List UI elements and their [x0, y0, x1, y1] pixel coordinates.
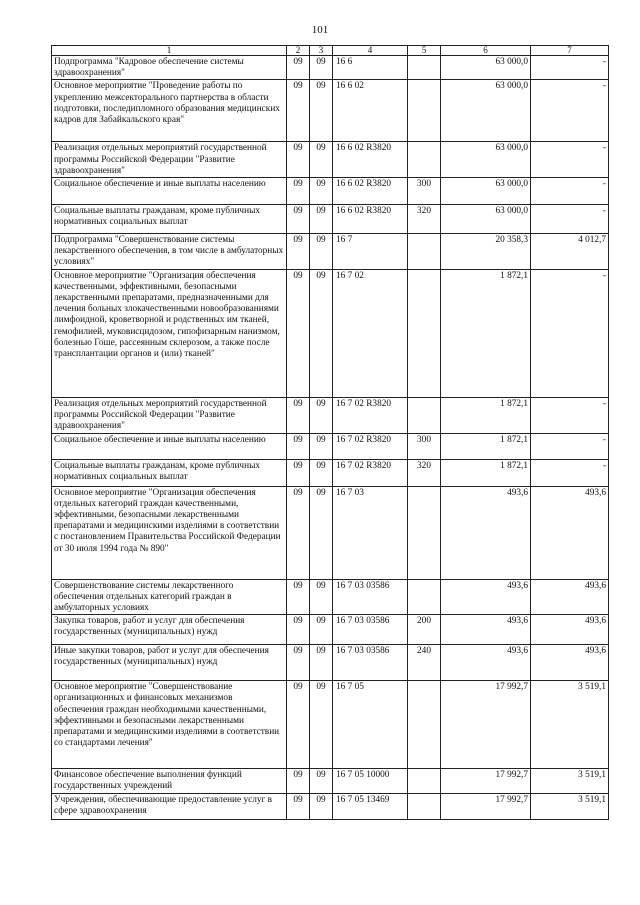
row-amount-total: 493,6 [441, 486, 531, 579]
table-row [52, 645, 609, 681]
row-target-code: 16 7 02 [333, 269, 408, 397]
row-name: Подпрограмма "Кадровое обеспечение системы здравоохранения" [52, 56, 287, 80]
budget-table [51, 45, 609, 820]
row-section: 09 [287, 793, 310, 819]
row-amount-federal: 493,6 [531, 579, 609, 615]
row-expense-type [408, 269, 441, 397]
row-name: Социальные выплаты гражданам, кроме публичных нормативных социальных выплат [52, 205, 287, 234]
row-target-code: 16 7 02 R3820 [333, 397, 408, 433]
row-section: 09 [287, 234, 310, 270]
row-name: Закупка товаров, работ и услуг для обеспечения государственных (муниципальных) нужд [52, 615, 287, 645]
row-amount-federal: 4 012,7 [531, 234, 609, 270]
row-name: Реализация отдельных мероприятий государственной программы Российской Федерации "Развитие здравоохранения" [52, 142, 287, 178]
row-subsection: 09 [310, 579, 333, 615]
row-name: Основное мероприятие "Совершенствование организационных и финансовых механизмов обеспечения граждан необходимыми качественными, эффективными и безопасными лекарственными препаратами и медицинскими изделиями в соответствии со стандартами лечения" [52, 681, 287, 769]
row-amount-federal: 493,6 [531, 645, 609, 681]
row-amount-total: 1 872,1 [441, 397, 531, 433]
table-row [52, 793, 609, 819]
header-cell: 7 [531, 46, 609, 56]
row-amount-total: 20 358,3 [441, 234, 531, 270]
table-row [52, 178, 609, 205]
row-subsection: 09 [310, 234, 333, 270]
row-section: 09 [287, 486, 310, 579]
row-amount-total: 63 000,0 [441, 80, 531, 142]
row-name: Основное мероприятие "Организация обеспечения отдельных категорий граждан качественными, эффективными, безопасными лекарственными препаратами и медицинскими изделиями в соответствии с постановлением Правительства Российской Федерации от 30 июля 1994 года № 890" [52, 486, 287, 579]
table-row [52, 56, 609, 80]
row-name: Основное мероприятие "Организация обеспечения качественными, эффективными, безопасными лекарственными препаратами, предназначенными для лечения больных злокачественными новообразованиями лимфоидной, кроветворной и родственных им тканей, гемофилией, муковисцидозом, гипофизарным нанизмом, болезнью Гоше, рассеянным склерозом, а также после трансплантации органов и (или) тканей" [52, 269, 287, 397]
row-section: 09 [287, 459, 310, 486]
row-expense-type [408, 56, 441, 80]
row-target-code: 16 7 05 [333, 681, 408, 769]
row-section: 09 [287, 615, 310, 645]
row-section: 09 [287, 645, 310, 681]
row-subsection: 09 [310, 269, 333, 397]
row-expense-type [408, 769, 441, 793]
row-target-code: 16 7 05 13469 [333, 793, 408, 819]
row-section: 09 [287, 681, 310, 769]
row-section: 09 [287, 178, 310, 205]
row-amount-total: 17 992,7 [441, 793, 531, 819]
row-section: 09 [287, 269, 310, 397]
row-name: Социальное обеспечение и иные выплаты населению [52, 433, 287, 459]
row-expense-type: 320 [408, 459, 441, 486]
row-section: 09 [287, 80, 310, 142]
row-target-code: 16 7 02 R3820 [333, 459, 408, 486]
row-expense-type [408, 486, 441, 579]
row-expense-type [408, 681, 441, 769]
row-expense-type [408, 579, 441, 615]
row-target-code: 16 6 02 R3820 [333, 142, 408, 178]
row-amount-federal: - [531, 269, 609, 397]
row-amount-total: 1 872,1 [441, 269, 531, 397]
row-expense-type: 200 [408, 615, 441, 645]
row-amount-federal: 3 519,1 [531, 681, 609, 769]
row-amount-total: 493,6 [441, 615, 531, 645]
row-amount-federal: - [531, 459, 609, 486]
row-subsection: 09 [310, 56, 333, 80]
row-amount-federal: - [531, 397, 609, 433]
row-amount-federal: - [531, 433, 609, 459]
row-name: Учреждения, обеспечивающие предоставление услуг в сфере здравоохранения [52, 793, 287, 819]
row-amount-federal: 493,6 [531, 615, 609, 645]
row-expense-type [408, 397, 441, 433]
table-row [52, 486, 609, 579]
row-amount-total: 493,6 [441, 645, 531, 681]
row-subsection: 09 [310, 142, 333, 178]
row-expense-type [408, 793, 441, 819]
row-target-code: 16 7 02 R3820 [333, 433, 408, 459]
table-row [52, 142, 609, 178]
row-target-code: 16 7 03 [333, 486, 408, 579]
row-amount-federal: - [531, 178, 609, 205]
row-amount-total: 1 872,1 [441, 433, 531, 459]
header-cell: 6 [441, 46, 531, 56]
row-amount-total: 63 000,0 [441, 178, 531, 205]
header-cell: 5 [408, 46, 441, 56]
row-expense-type [408, 142, 441, 178]
row-target-code: 16 6 02 R3820 [333, 178, 408, 205]
table-row [52, 433, 609, 459]
row-amount-total: 493,6 [441, 579, 531, 615]
row-section: 09 [287, 205, 310, 234]
row-name: Социальное обеспечение и иные выплаты населению [52, 178, 287, 205]
table-row [52, 234, 609, 270]
row-section: 09 [287, 579, 310, 615]
header-cell: 4 [333, 46, 408, 56]
row-section: 09 [287, 397, 310, 433]
table-row [52, 397, 609, 433]
row-subsection: 09 [310, 681, 333, 769]
row-subsection: 09 [310, 178, 333, 205]
row-target-code: 16 7 03 03586 [333, 645, 408, 681]
row-subsection: 09 [310, 80, 333, 142]
row-target-code: 16 7 03 03586 [333, 579, 408, 615]
row-amount-total: 63 000,0 [441, 142, 531, 178]
row-subsection: 09 [310, 486, 333, 579]
row-amount-total: 17 992,7 [441, 769, 531, 793]
row-target-code: 16 7 [333, 234, 408, 270]
row-section: 09 [287, 433, 310, 459]
row-amount-federal: - [531, 142, 609, 178]
table-row [52, 681, 609, 769]
row-target-code: 16 7 05 10000 [333, 769, 408, 793]
row-subsection: 09 [310, 769, 333, 793]
table-row [52, 769, 609, 793]
row-amount-federal: 493,6 [531, 486, 609, 579]
row-amount-federal: - [531, 56, 609, 80]
row-subsection: 09 [310, 615, 333, 645]
row-target-code: 16 7 03 03586 [333, 615, 408, 645]
row-amount-total: 63 000,0 [441, 56, 531, 80]
row-target-code: 16 6 02 [333, 80, 408, 142]
table-row [52, 459, 609, 486]
row-amount-total: 1 872,1 [441, 459, 531, 486]
row-amount-total: 63 000,0 [441, 205, 531, 234]
row-expense-type: 320 [408, 205, 441, 234]
row-amount-total: 17 992,7 [441, 681, 531, 769]
header-cell: 3 [310, 46, 333, 56]
row-amount-federal: 3 519,1 [531, 793, 609, 819]
header-cell: 1 [52, 46, 287, 56]
row-subsection: 09 [310, 459, 333, 486]
row-subsection: 09 [310, 397, 333, 433]
row-subsection: 09 [310, 433, 333, 459]
row-target-code: 16 6 02 R3820 [333, 205, 408, 234]
row-expense-type: 240 [408, 645, 441, 681]
row-subsection: 09 [310, 205, 333, 234]
table-row [52, 615, 609, 645]
row-subsection: 09 [310, 793, 333, 819]
header-cell: 2 [287, 46, 310, 56]
header-row [52, 46, 609, 56]
row-name: Иные закупки товаров, работ и услуг для обеспечения государственных (муниципальных) нужд [52, 645, 287, 681]
row-name: Совершенствование системы лекарственного обеспечения отдельных категорий граждан в амбулаторных условиях [52, 579, 287, 615]
row-name: Реализация отдельных мероприятий государственной программы Российской Федерации "Развитие здравоохранения" [52, 397, 287, 433]
page-number: 101 [311, 24, 329, 36]
row-name: Социальные выплаты гражданам, кроме публичных нормативных социальных выплат [52, 459, 287, 486]
row-amount-federal: - [531, 80, 609, 142]
row-expense-type [408, 80, 441, 142]
row-section: 09 [287, 56, 310, 80]
row-target-code: 16 6 [333, 56, 408, 80]
row-section: 09 [287, 769, 310, 793]
row-section: 09 [287, 142, 310, 178]
row-name: Основное мероприятие "Проведение работы по укреплению межсекторального партнерства в области подготовки, последипломного образования медицинских кадров для Забайкальского края" [52, 80, 287, 142]
row-subsection: 09 [310, 645, 333, 681]
row-name: Подпрограмма "Совершенствование системы лекарственного обеспечения, в том числе в амбулаторных условиях" [52, 234, 287, 270]
row-expense-type: 300 [408, 433, 441, 459]
table-row [52, 205, 609, 234]
row-expense-type: 300 [408, 178, 441, 205]
row-name: Финансовое обеспечение выполнения функций государственных учреждений [52, 769, 287, 793]
row-amount-federal: - [531, 205, 609, 234]
table-row [52, 579, 609, 615]
row-amount-federal: 3 519,1 [531, 769, 609, 793]
table-row [52, 269, 609, 397]
row-expense-type [408, 234, 441, 270]
table-row [52, 80, 609, 142]
